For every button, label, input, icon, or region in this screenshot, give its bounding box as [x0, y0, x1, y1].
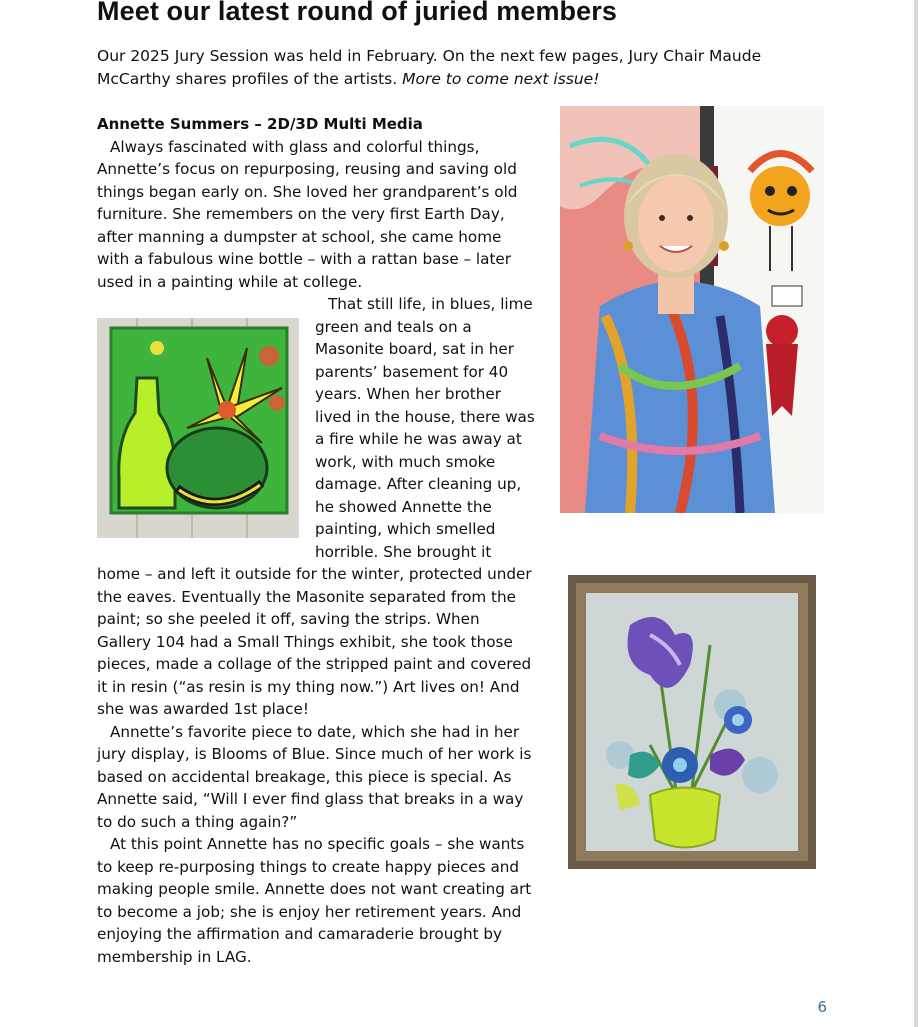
- intro-italic-note: More to come next issue!: [402, 69, 600, 88]
- article-paragraph: [97, 293, 537, 721]
- page-number: 6: [817, 998, 827, 1016]
- blooms-of-blue-artwork-photo: [560, 555, 824, 889]
- article-heading: Annette Summers – 2D/3D Multi Media: [97, 115, 423, 133]
- page-edge: [914, 0, 918, 1027]
- article-paragraph: Annette’s favorite piece to date, which she had in her jury display, is Blooms of Blue. Since much of her work is based on accidental breakage, this piece is special. As Annette said, “Will I ever find glass that breaks in a way to do such a thing again?”: [97, 722, 532, 831]
- page-title: Meet our latest round of juried members: [97, 0, 617, 26]
- intro-text: Our 2025 Jury Session was held in February. On the next few pages, Jury Chair Maude McCarthy shares profiles of the artists.: [97, 47, 762, 88]
- article-paragraph-text: That still life, in blues, lime green and teals on a Masonite board, sat in her parents’ basement for 40 years. When her brother lived in the house, there was a fire while he was away at work, with much smoke damage. After cleaning up, he showed Annette the painting, which smelled horrible. She brought it home – and left it outside for the winter, protected under the eaves. Eventually the Masonite separated from the paint; so she peeled it off, saving the strips. When Gallery 104 had a Small Things exhibit, she took those pieces, made a collage of the stripped paint and covered it in resin (“as resin is my thing now.”) Art lives on! And she was awarded 1st place!: [97, 295, 535, 718]
- article-paragraph: Always fascinated with glass and colorful things, Annette’s focus on repurposing, reusing and saving old things began early on. She loved her grandparent’s old furniture. She remembers on the very first Earth Day, after manning a dumpster at school, she came home with a fabulous wine bottle – with a rattan base – later used in a painting while at college.: [97, 137, 518, 291]
- article-body: [97, 113, 537, 968]
- still-life-painting-image: [97, 318, 299, 538]
- intro-paragraph: [97, 45, 777, 90]
- artist-portrait-photo: [560, 106, 824, 513]
- article-paragraph: At this point Annette has no specific goals – she wants to keep re-purposing things to create happy pieces and making people smile. Annette does not want creating art to become a job; she is enjoy her retirement years. And enjoying the affirmation and camaraderie brought by membership in LAG.: [97, 835, 532, 966]
